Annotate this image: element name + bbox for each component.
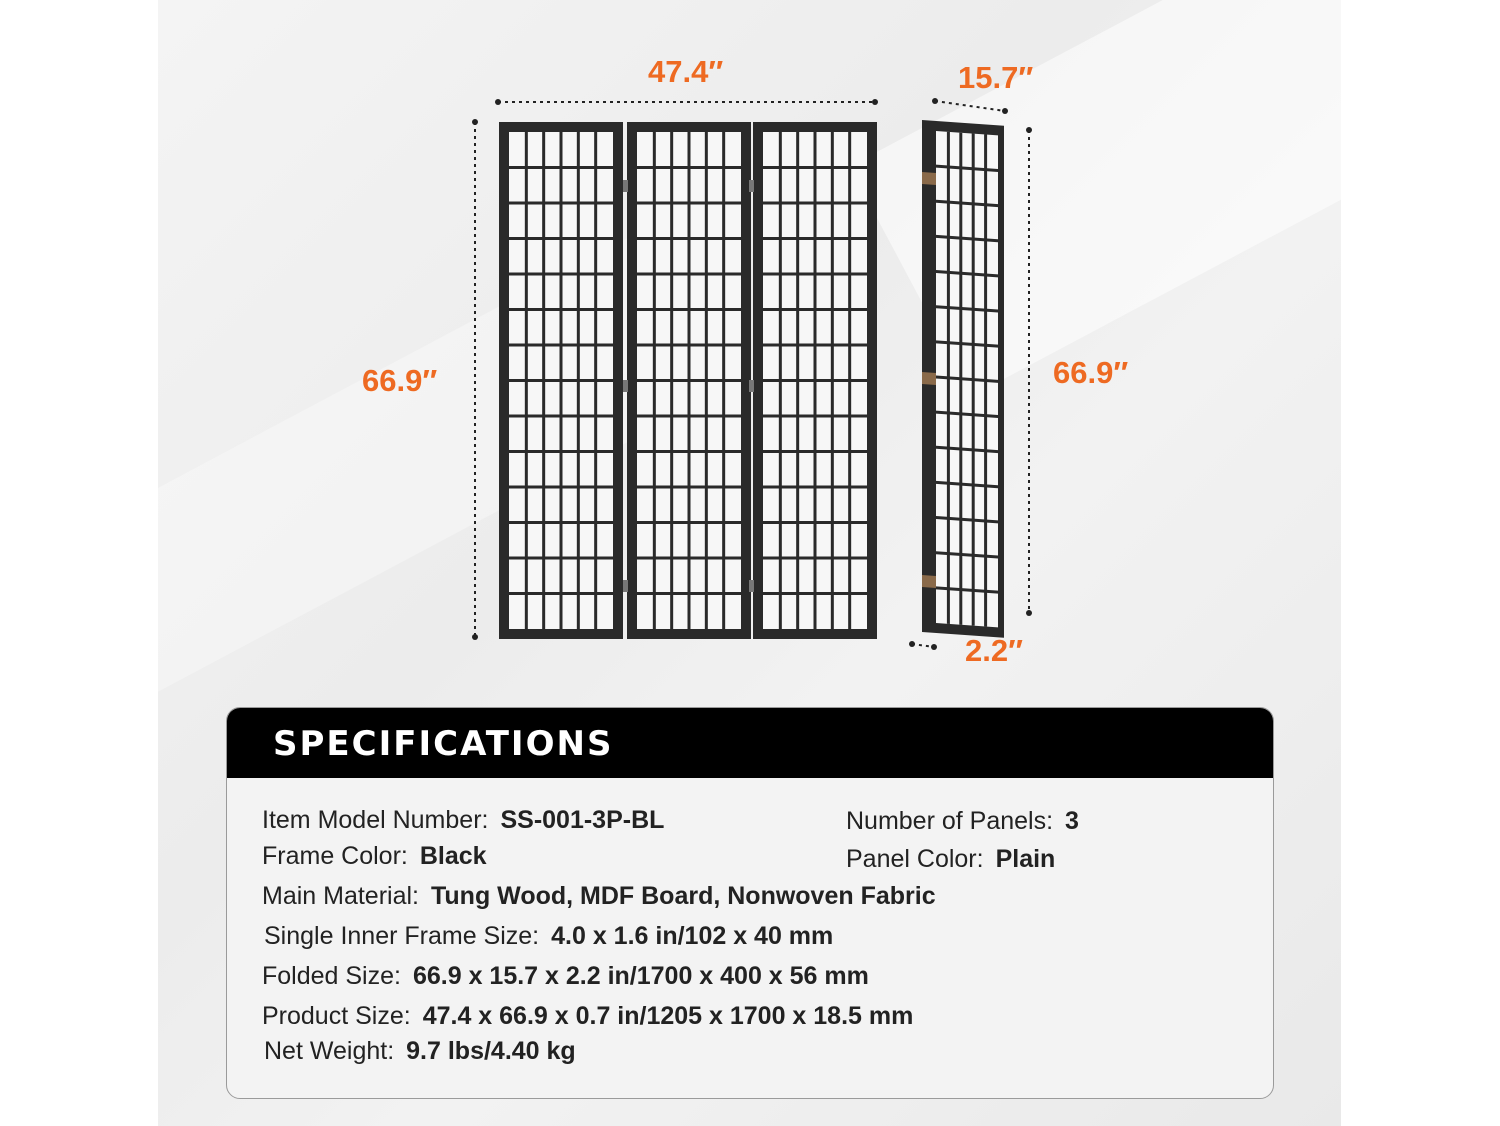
frame-color-label: Frame Color: [262, 842, 408, 870]
folded-size-label: Folded Size: [262, 962, 401, 990]
panel-color-value: Plain [995, 845, 1056, 873]
specifications-title: SPECIFICATIONS [227, 708, 1273, 778]
panel-width-dimension-line [935, 101, 1005, 111]
height-dimension-label-right: 66.9″ [1053, 355, 1129, 390]
spec-row-material [262, 882, 936, 911]
spec-row-panel-color [846, 845, 1055, 874]
spec-row-panels [846, 807, 1079, 836]
hinge [623, 380, 628, 392]
front-view-panels [499, 122, 877, 639]
model-label: Item Model Number: [262, 806, 489, 834]
material-label: Main Material: [262, 882, 419, 910]
spec-row-model [262, 806, 664, 835]
spec-row-inner-frame [264, 922, 833, 951]
product-size-label: Product Size: [262, 1002, 411, 1030]
model-value: SS-001-3P-BL [500, 806, 665, 834]
panel-color-label: Panel Color: [846, 845, 984, 873]
folded-size-value: 66.9 x 15.7 x 2.2 in/1700 x 400 x 56 mm [412, 962, 869, 990]
spec-row-product-size [262, 1002, 913, 1031]
spec-row-net-weight [264, 1037, 576, 1066]
hinge [749, 180, 754, 192]
hinge [623, 180, 628, 192]
screen-panel [753, 122, 877, 639]
screen-panel [627, 122, 751, 639]
inner-frame-label: Single Inner Frame Size: [264, 922, 540, 950]
screen-panel [499, 122, 623, 639]
inner-frame-value: 4.0 x 1.6 in/102 x 40 mm [551, 922, 834, 950]
spec-row-folded-size [262, 962, 869, 991]
material-value: Tung Wood, MDF Board, Nonwoven Fabric [431, 882, 936, 910]
panels-value: 3 [1065, 807, 1079, 835]
product-size-value: 47.4 x 66.9 x 0.7 in/1205 x 1700 x 18.5 mm [422, 1002, 914, 1030]
width-dimension-label: 47.4″ [648, 54, 724, 89]
side-hinge [922, 372, 936, 385]
panels-label: Number of Panels: [846, 807, 1054, 835]
hinge [749, 580, 754, 592]
spec-row-frame-color [262, 842, 487, 871]
side-panel-shape [922, 120, 1004, 638]
side-hinge [922, 575, 936, 588]
side-view-panel [922, 120, 1004, 638]
net-weight-value: 9.7 lbs/4.40 kg [406, 1037, 576, 1065]
net-weight-label: Net Weight: [264, 1037, 395, 1065]
frame-color-value: Black [419, 842, 487, 870]
depth-dimension-label: 2.2″ [965, 633, 1023, 668]
height-dimension-label-left: 66.9″ [362, 363, 438, 398]
side-hinge [922, 172, 936, 185]
depth-dimension-line [912, 644, 934, 647]
specifications-panel [226, 707, 1274, 1099]
hinge [749, 380, 754, 392]
panel-width-dimension-label: 15.7″ [958, 60, 1034, 95]
hinge [623, 580, 628, 592]
